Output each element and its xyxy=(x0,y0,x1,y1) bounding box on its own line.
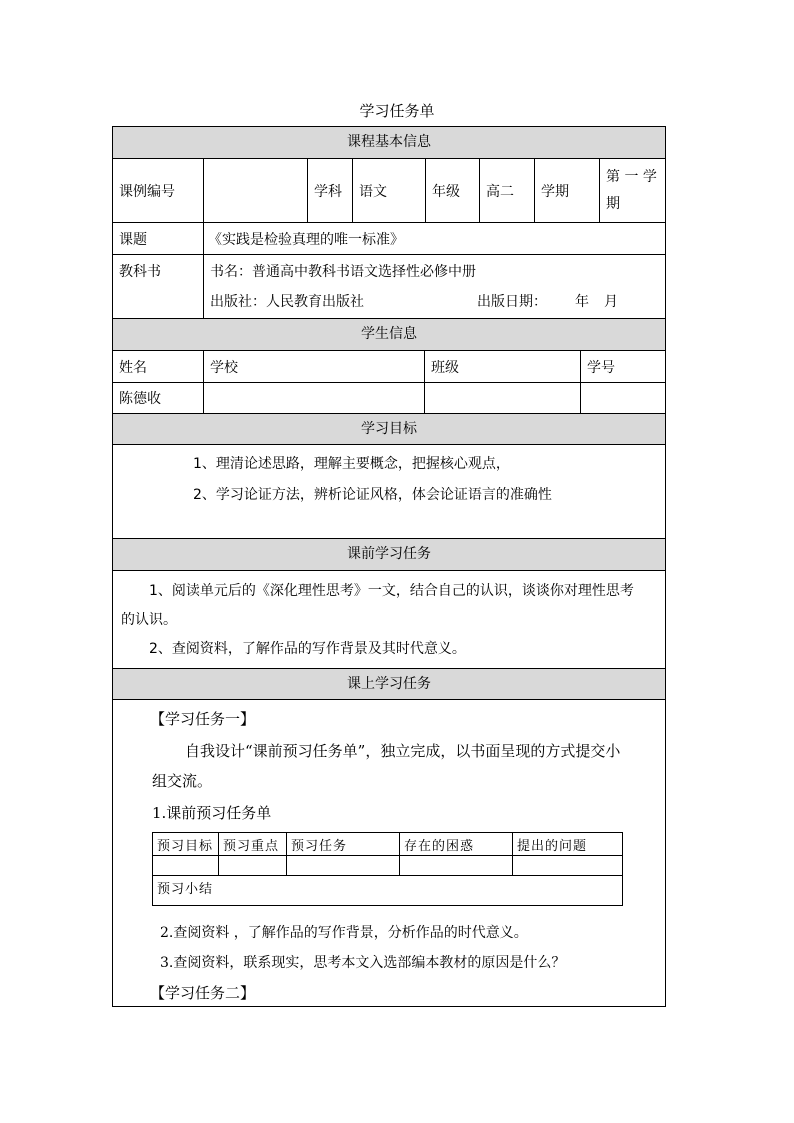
task1-line1: 自我设计“课前预习任务单”，独立完成，以书面呈现的方式提交小 xyxy=(185,742,621,760)
case-no-value xyxy=(204,159,308,222)
preview-task-table xyxy=(152,832,623,906)
task2-title: 【学习任务二】 xyxy=(150,984,256,1002)
book-name: 书名：普通高中教科书语文选择性必修中册 xyxy=(210,264,476,280)
in-class-header: 课上学习任务 xyxy=(113,669,665,700)
student-info-header: 学生信息 xyxy=(113,319,665,351)
pre-class-item2: 2、查阅资料，了解作品的写作背景及其时代意义。 xyxy=(149,641,466,657)
class-label: 班级 xyxy=(425,351,581,382)
task1-title: 【学习任务一】 xyxy=(150,710,256,728)
preview-col-focus: 预习重点 xyxy=(219,833,287,855)
goal-item-1: 1、理清论述思路，理解主要概念，把握核心观点， xyxy=(193,456,510,472)
preview-summary-row xyxy=(153,876,622,905)
preview-header-row xyxy=(153,833,622,856)
preview-col-task: 预习任务 xyxy=(287,833,400,855)
preview-empty-row xyxy=(153,856,622,876)
student-row-values xyxy=(113,383,665,414)
case-no-label: 课例编号 xyxy=(113,159,204,222)
name-value: 陈德收 xyxy=(113,383,204,413)
student-id-value xyxy=(581,383,665,413)
sub-heading-1: 1.课前预习任务单 xyxy=(152,804,272,822)
term-value-line2: 期 xyxy=(606,196,620,212)
pre-class-header: 课前学习任务 xyxy=(113,539,665,571)
preview-cell xyxy=(287,856,400,875)
goal-item-2: 2、学习论证方法，辨析论证风格，体会论证语言的准确性 xyxy=(193,487,552,503)
study-task-table xyxy=(112,126,666,1007)
name-label: 姓名 xyxy=(113,351,204,382)
grade-value: 高二 xyxy=(480,159,535,222)
student-id-label: 学号 xyxy=(587,359,615,376)
preview-col-confusion: 存在的困惑 xyxy=(400,833,513,855)
pub-date-label: 出版日期： xyxy=(477,294,547,310)
preview-cell xyxy=(153,856,219,875)
textbook-label: 教科书 xyxy=(113,255,204,318)
school-value xyxy=(204,383,425,413)
preview-cell xyxy=(400,856,513,875)
course-row-basic xyxy=(113,159,665,223)
term-label: 学期 xyxy=(535,159,600,222)
goals-header: 学习目标 xyxy=(113,414,665,445)
term-value-line1: 第 一 学 xyxy=(606,169,657,185)
pre-class-item1-line1: 1、阅读单元后的《深化理性思考》一文，结合自己的认识，谈谈你对理性思考 xyxy=(149,583,634,599)
preview-cell xyxy=(513,856,622,875)
term-value xyxy=(600,159,665,222)
sub-heading-2: 2.查阅资料 ，了解作品的写作背景，分析作品的时代意义。 xyxy=(160,925,528,941)
preview-cell xyxy=(219,856,287,875)
sub-heading-3: 3.查阅资料，联系现实，思考本文入选部编本教材的原因是什么？ xyxy=(160,955,566,971)
goals-content xyxy=(113,445,665,539)
subject-value: 语文 xyxy=(353,159,426,222)
textbook-value xyxy=(204,255,665,318)
in-class-content xyxy=(113,700,665,1006)
task1-line2: 组交流。 xyxy=(152,772,213,790)
page-title: 学习任务单 xyxy=(359,102,435,120)
pre-class-content xyxy=(113,571,665,669)
publisher: 出版社：人民教育出版社 xyxy=(210,294,364,310)
preview-summary: 预习小结 xyxy=(157,882,214,897)
pub-year: 年 xyxy=(575,294,589,310)
course-row-textbook xyxy=(113,255,665,319)
preview-col-goal: 预习目标 xyxy=(153,833,219,855)
pre-class-item1-line2: 的认识。 xyxy=(121,612,177,628)
course-info-header: 课程基本信息 xyxy=(113,127,665,159)
pub-month: 月 xyxy=(604,294,618,310)
school-label: 学校 xyxy=(204,351,425,382)
subject-label: 学科 xyxy=(308,159,353,222)
preview-col-question: 提出的问题 xyxy=(517,838,588,854)
topic-label: 课题 xyxy=(113,223,204,254)
course-row-topic xyxy=(113,223,665,255)
student-row-labels xyxy=(113,351,665,383)
class-value xyxy=(425,383,581,413)
grade-label: 年级 xyxy=(426,159,480,222)
topic-value: 《实践是检验真理的唯一标准》 xyxy=(208,231,404,248)
